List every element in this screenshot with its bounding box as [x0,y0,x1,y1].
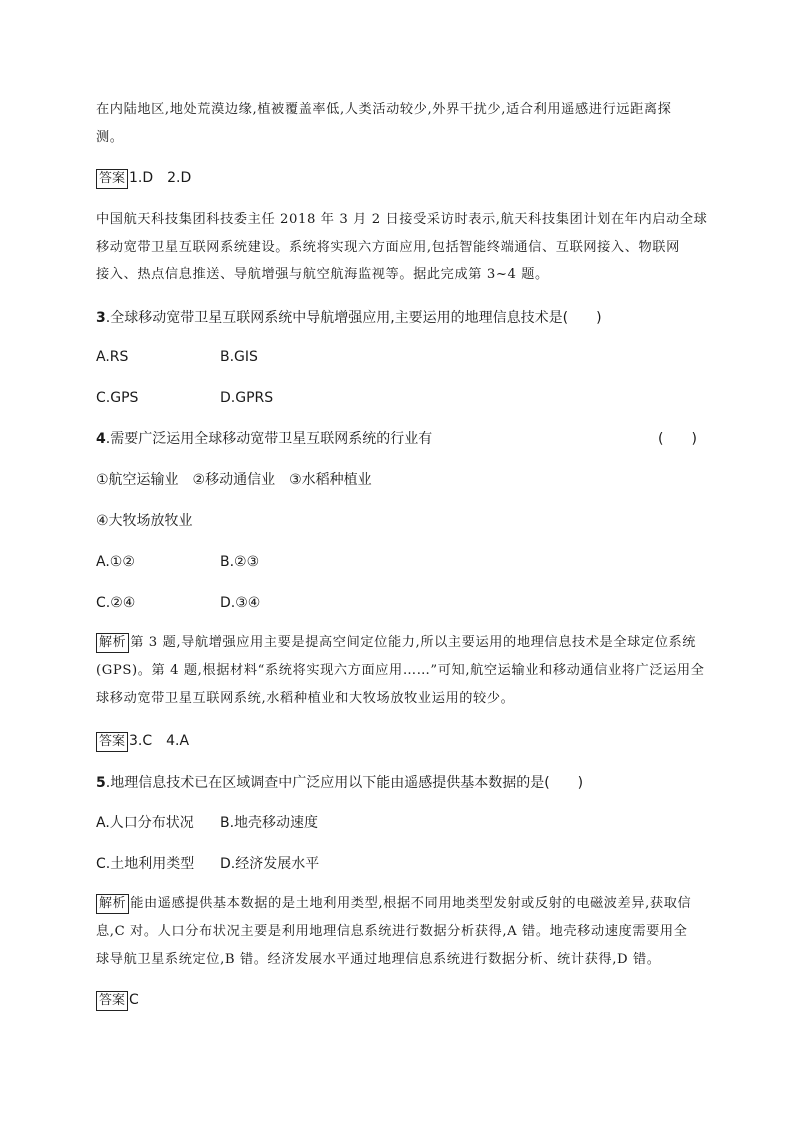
answer-text: 1.D 2.D [129,170,192,186]
material-line-1: 中国航天科技集团科技委主任 2018 年 3 月 2 日接受采访时表示,航天科技集团计划在年内启动全球 [96,212,708,227]
option-a: A.RS [96,349,129,365]
question-3 [96,308,602,328]
answer-tag: 答案 [96,991,128,1011]
explanation-tag: 解析 [96,894,129,914]
question-5-options-row-1 [96,813,319,833]
option-c: C.GPS [96,390,139,406]
option-d: D.GPRS [220,390,274,406]
option-a: A.人口分布状况 [96,815,194,831]
answer-1-2 [96,168,191,189]
question-number: 4 [96,431,106,447]
question-4-items-line-2: ④大牧场放牧业 [96,513,193,529]
explanation-5-line-2: 息,C 对。人口分布状况主要是利用地理信息系统进行数据分析获得,A 错。地壳移动速度需要用全 [96,924,688,939]
answer-tag: 答案 [96,732,128,752]
material-line-3: 接入、热点信息推送、导航增强与航空航海监视等。据此完成第 3~4 题。 [96,267,549,282]
question-number: 5 [96,775,106,791]
question-4-items-line-1: ①航空运输业 ②移动通信业 ③水稻种植业 [96,472,372,488]
explanation-continuation-line-2: 测。 [96,130,124,145]
option-c: C.②④ [96,595,136,611]
question-number: 3 [96,310,106,326]
question-5 [96,773,583,793]
explanation-5-line-3: 球导航卫星系统定位,B 错。经济发展水平通过地理信息系统进行数据分析、统计获得,D 错。 [96,952,661,967]
option-d: D.③④ [220,595,261,611]
option-b: B.地壳移动速度 [220,815,319,831]
answer-3-4 [96,731,189,752]
question-4-options-row-1 [96,552,260,572]
question-3-options-row-1 [96,347,258,367]
answer-text: C [129,992,139,1008]
explanation-continuation-line-1: 在内陆地区,地处荒漠边缘,植被覆盖率低,人类活动较少,外界干扰少,适合利用遥感进行远距离探 [96,102,672,117]
question-text: .全球移动宽带卫星互联网系统中导航增强应用,主要运用的地理信息技术是( ) [105,310,602,326]
explanation-text: 第 3 题,导航增强应用主要是提高空间定位能力,所以主要运用的地理信息技术是全球定位系统 [130,635,697,650]
answer-text: 3.C 4.A [129,733,190,749]
option-b: B.②③ [220,554,260,570]
option-a: A.①② [96,554,135,570]
question-text: .地理信息技术已在区域调查中广泛应用以下能由遥感提供基本数据的是( ) [105,775,584,791]
explanation-3-4-line-3: 球移动宽带卫星互联网系统,水稻种植业和大牧场放牧业运用的较少。 [96,691,515,706]
material-line-2: 移动宽带卫星互联网系统建设。系统将实现六方面应用,包括智能终端通信、互联网接入、物联网 [96,240,680,255]
option-b: B.GIS [220,349,258,365]
question-text: .需要广泛运用全球移动宽带卫星互联网系统的行业有 [105,431,433,447]
answer-tag: 答案 [96,169,128,189]
explanation-tag: 解析 [96,633,129,653]
explanation-3-4-line-2: (GPS)。第 4 题,根据材料“系统将实现六方面应用……”可知,航空运输业和移动通信业将广泛运用全 [96,663,705,678]
explanation-3-4-line-1 [96,633,696,653]
question-4 [96,429,716,449]
option-d: D.经济发展水平 [220,856,320,872]
explanation-5-line-1 [96,894,691,914]
question-4-options-row-2 [96,593,261,613]
explanation-text: 能由遥感提供基本数据的是土地利用类型,根据不同用地类型发射或反射的电磁波差异,获取信 [130,896,692,911]
answer-parentheses: ( ) [658,431,697,447]
question-5-options-row-2 [96,854,320,874]
question-3-options-row-2 [96,388,274,408]
answer-5 [96,990,139,1011]
option-c: C.土地利用类型 [96,856,195,872]
